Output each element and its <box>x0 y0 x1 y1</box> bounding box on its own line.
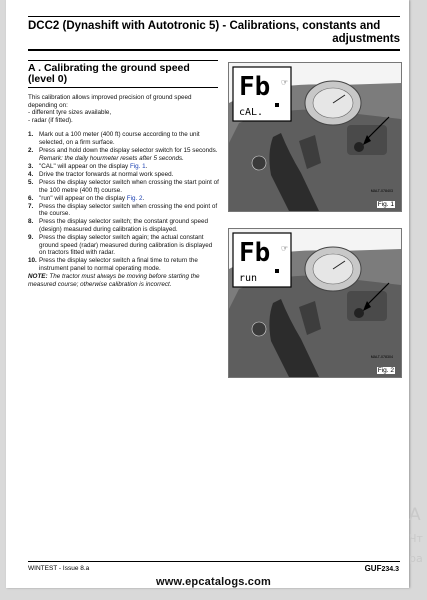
step-number: 8. <box>28 218 34 226</box>
step-number: 9. <box>28 234 34 242</box>
title-rule <box>28 49 400 51</box>
step-punct: . <box>145 162 148 170</box>
footer-ref-prefix: GUF <box>364 564 382 573</box>
remark-text: Remark: the daily hourmeter resets after 5 seconds. <box>39 154 184 162</box>
list-item <box>28 171 220 179</box>
step-text: "CAL" will appear on the display <box>39 162 130 170</box>
list-item <box>28 195 220 203</box>
footer-page-ref <box>365 564 399 573</box>
figure-1 <box>228 62 402 212</box>
manual-page <box>6 0 409 588</box>
fig-1-label: Fig. 1 <box>377 201 394 208</box>
note-text: The tractor must always be moving before starting the measured course; otherwise calibration is incorrect. <box>28 273 200 288</box>
fig-1-display-top: Fb <box>239 72 271 102</box>
page-title <box>28 20 400 46</box>
section-heading <box>28 60 218 88</box>
footer-ref-number: 234.3 <box>381 566 399 573</box>
edge-text: Чт <box>409 532 423 545</box>
section-heading-line-2: (level 0) <box>28 73 68 85</box>
footer-rule <box>28 561 400 562</box>
hand-icon: ☞ <box>281 78 289 87</box>
step-text: Press and hold down the display selector switch for 15 seconds. <box>39 147 218 155</box>
fig-1-code: MALT-078403 <box>370 189 393 193</box>
step-number: 10. <box>28 257 37 265</box>
edge-text: A <box>409 505 421 525</box>
steps-list <box>28 131 220 272</box>
section-heading-line-1: A . Calibrating the ground speed <box>28 62 190 74</box>
step-number: 7. <box>28 202 34 210</box>
step-number: 4. <box>28 170 34 178</box>
step-number: 5. <box>28 178 34 186</box>
intro-paragraph: This calibration allows improved precision of ground speed depending on: <box>28 94 192 109</box>
note-label: NOTE: <box>28 273 48 281</box>
body-text <box>28 94 220 288</box>
fig-2-label: Fig. 2 <box>377 367 394 374</box>
list-item <box>28 163 220 171</box>
hand-icon: ☞ <box>281 244 289 253</box>
footer-issue: WINTEST - Issue 8.a <box>28 565 90 572</box>
step-text: "run" will appear on the display <box>39 194 127 202</box>
list-item <box>28 147 220 162</box>
list-item <box>28 203 220 218</box>
step-number: 2. <box>28 147 34 155</box>
step-punct: . <box>142 194 145 202</box>
fig-2-display-bottom: run <box>239 273 258 284</box>
edge-text: ра <box>409 552 423 565</box>
fig-2-display-top: Fb <box>239 238 271 268</box>
step-number: 6. <box>28 194 34 202</box>
top-rule <box>28 16 400 17</box>
note-paragraph <box>28 273 220 288</box>
fig-2-link[interactable]: Fig. 2 <box>126 194 143 202</box>
bullet-radar: - radar (if fitted). <box>28 116 73 124</box>
title-line-2: adjustments <box>332 33 400 45</box>
list-item <box>28 257 220 272</box>
fig-1-link[interactable]: Fig. 1 <box>129 162 146 170</box>
step-text: Press the display selector switch when crossing the start point of the 100 metre (400 ft) course. <box>39 178 219 194</box>
step-text: Mark out a 100 meter (400 ft) course according to the unit selected, on a firm surface. <box>39 131 200 146</box>
list-item <box>28 179 220 194</box>
figure-2 <box>228 228 402 378</box>
step-number: 1. <box>28 131 34 139</box>
title-line-1: DCC2 (Dynashift with Autotronic 5) - Calibrations, constants and <box>28 20 381 32</box>
step-text: Press the display selector switch; the constant ground speed (design) measured during calibration is displayed. <box>39 218 209 233</box>
bullet-tyre: - different tyre sizes available, <box>28 109 112 117</box>
step-text: Press the display selector switch a final time to return the instrument panel to normal operating mode. <box>39 257 198 272</box>
step-text: Press the display selector switch again; the actual constant ground speed (radar) measured during calibration is displayed on tractors fitted with radar. <box>39 234 213 257</box>
watermark: www.epcatalogs.com <box>155 576 272 588</box>
list-item <box>28 234 220 257</box>
step-number: 3. <box>28 162 34 170</box>
list-item <box>28 131 220 146</box>
fig-1-display-bottom: cAL. <box>239 107 264 118</box>
step-text: Press the display selector switch when crossing the end point of the course. <box>39 202 218 218</box>
step-text: Drive the tractor forwards at normal work speed. <box>39 170 174 178</box>
list-item <box>28 218 220 233</box>
fig-2-code: MALT-078304 <box>370 355 393 359</box>
